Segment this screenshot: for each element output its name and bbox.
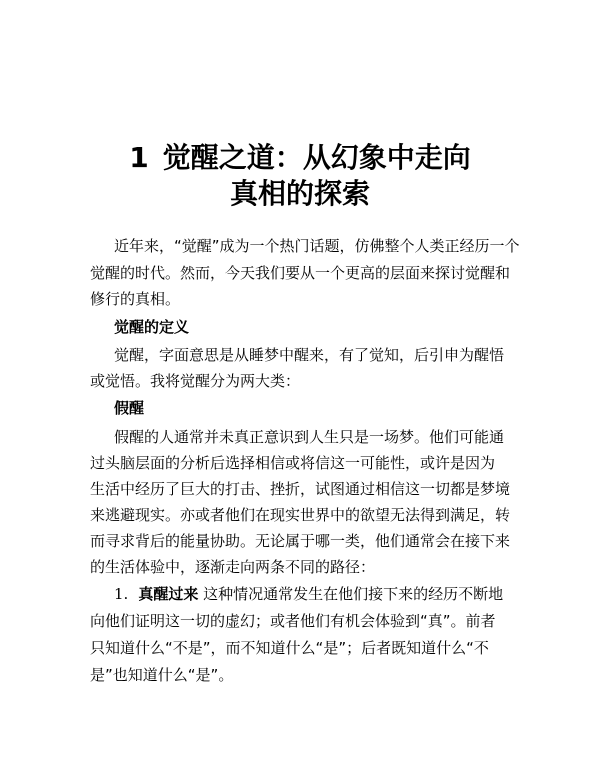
definition-line-1: 觉醒，字面意思是从睡梦中醒来，有了觉知，后引申为醒悟 xyxy=(114,346,505,364)
list-item-first-text: 这种情况通常发生在他们接下来的经历不断地 xyxy=(198,585,504,603)
fake-line-3: 生活中经历了巨大的打击、挫折，试图通过相信这一切都是梦境 xyxy=(90,480,511,498)
heading-definition: 觉醒的定义 xyxy=(114,318,190,336)
chapter-number: 1 xyxy=(129,141,149,174)
list-item-line-3: 只知道什么“不是”，而不知道什么“是”；后者既知道什么“不 xyxy=(90,639,489,657)
chapter-title-text: 觉醒之道：从幻象中走向 xyxy=(162,141,471,174)
chapter-title-line-1 xyxy=(80,140,520,176)
fake-line-4: 来逃避现实。亦或者他们在现实世界中的欲望无法得到满足，转 xyxy=(90,506,511,524)
heading-fake-awakening: 假醒 xyxy=(114,399,145,417)
fake-line-1: 假醒的人通常并未真正意识到人生只是一场梦。他们可能通 xyxy=(114,428,505,446)
fake-line-5: 而寻求背后的能量协助。无论属于哪一类，他们通常会在接下来 xyxy=(90,532,511,550)
list-item-1 xyxy=(114,584,503,604)
list-item-line-2: 向他们证明这一切的虚幻；或者他们有机会体验到“真”。前者 xyxy=(90,612,496,630)
fake-line-6: 的生活体验中，逐渐走向两条不同的路径： xyxy=(90,558,376,576)
list-item-number: 1. xyxy=(114,585,129,603)
list-item-term: 真醒过来 xyxy=(138,585,199,603)
intro-line-2: 觉醒的时代。然而，今天我们要从一个更高的层面来探讨觉醒和 xyxy=(90,264,511,282)
definition-line-2: 或觉悟。我将觉醒分为两大类： xyxy=(90,372,301,390)
chapter-title-line-2: 真相的探索 xyxy=(229,177,370,210)
intro-line-3: 修行的真相。 xyxy=(90,290,181,308)
list-item-line-4: 是”也知道什么“是”。 xyxy=(90,666,234,684)
fake-line-2: 过头脑层面的分析后选择相信或将信这一可能性，或许是因为 xyxy=(90,454,496,472)
intro-line-1: 近年来，“觉醒”成为一个热门话题，仿佛整个人类正经历一个 xyxy=(114,237,520,255)
